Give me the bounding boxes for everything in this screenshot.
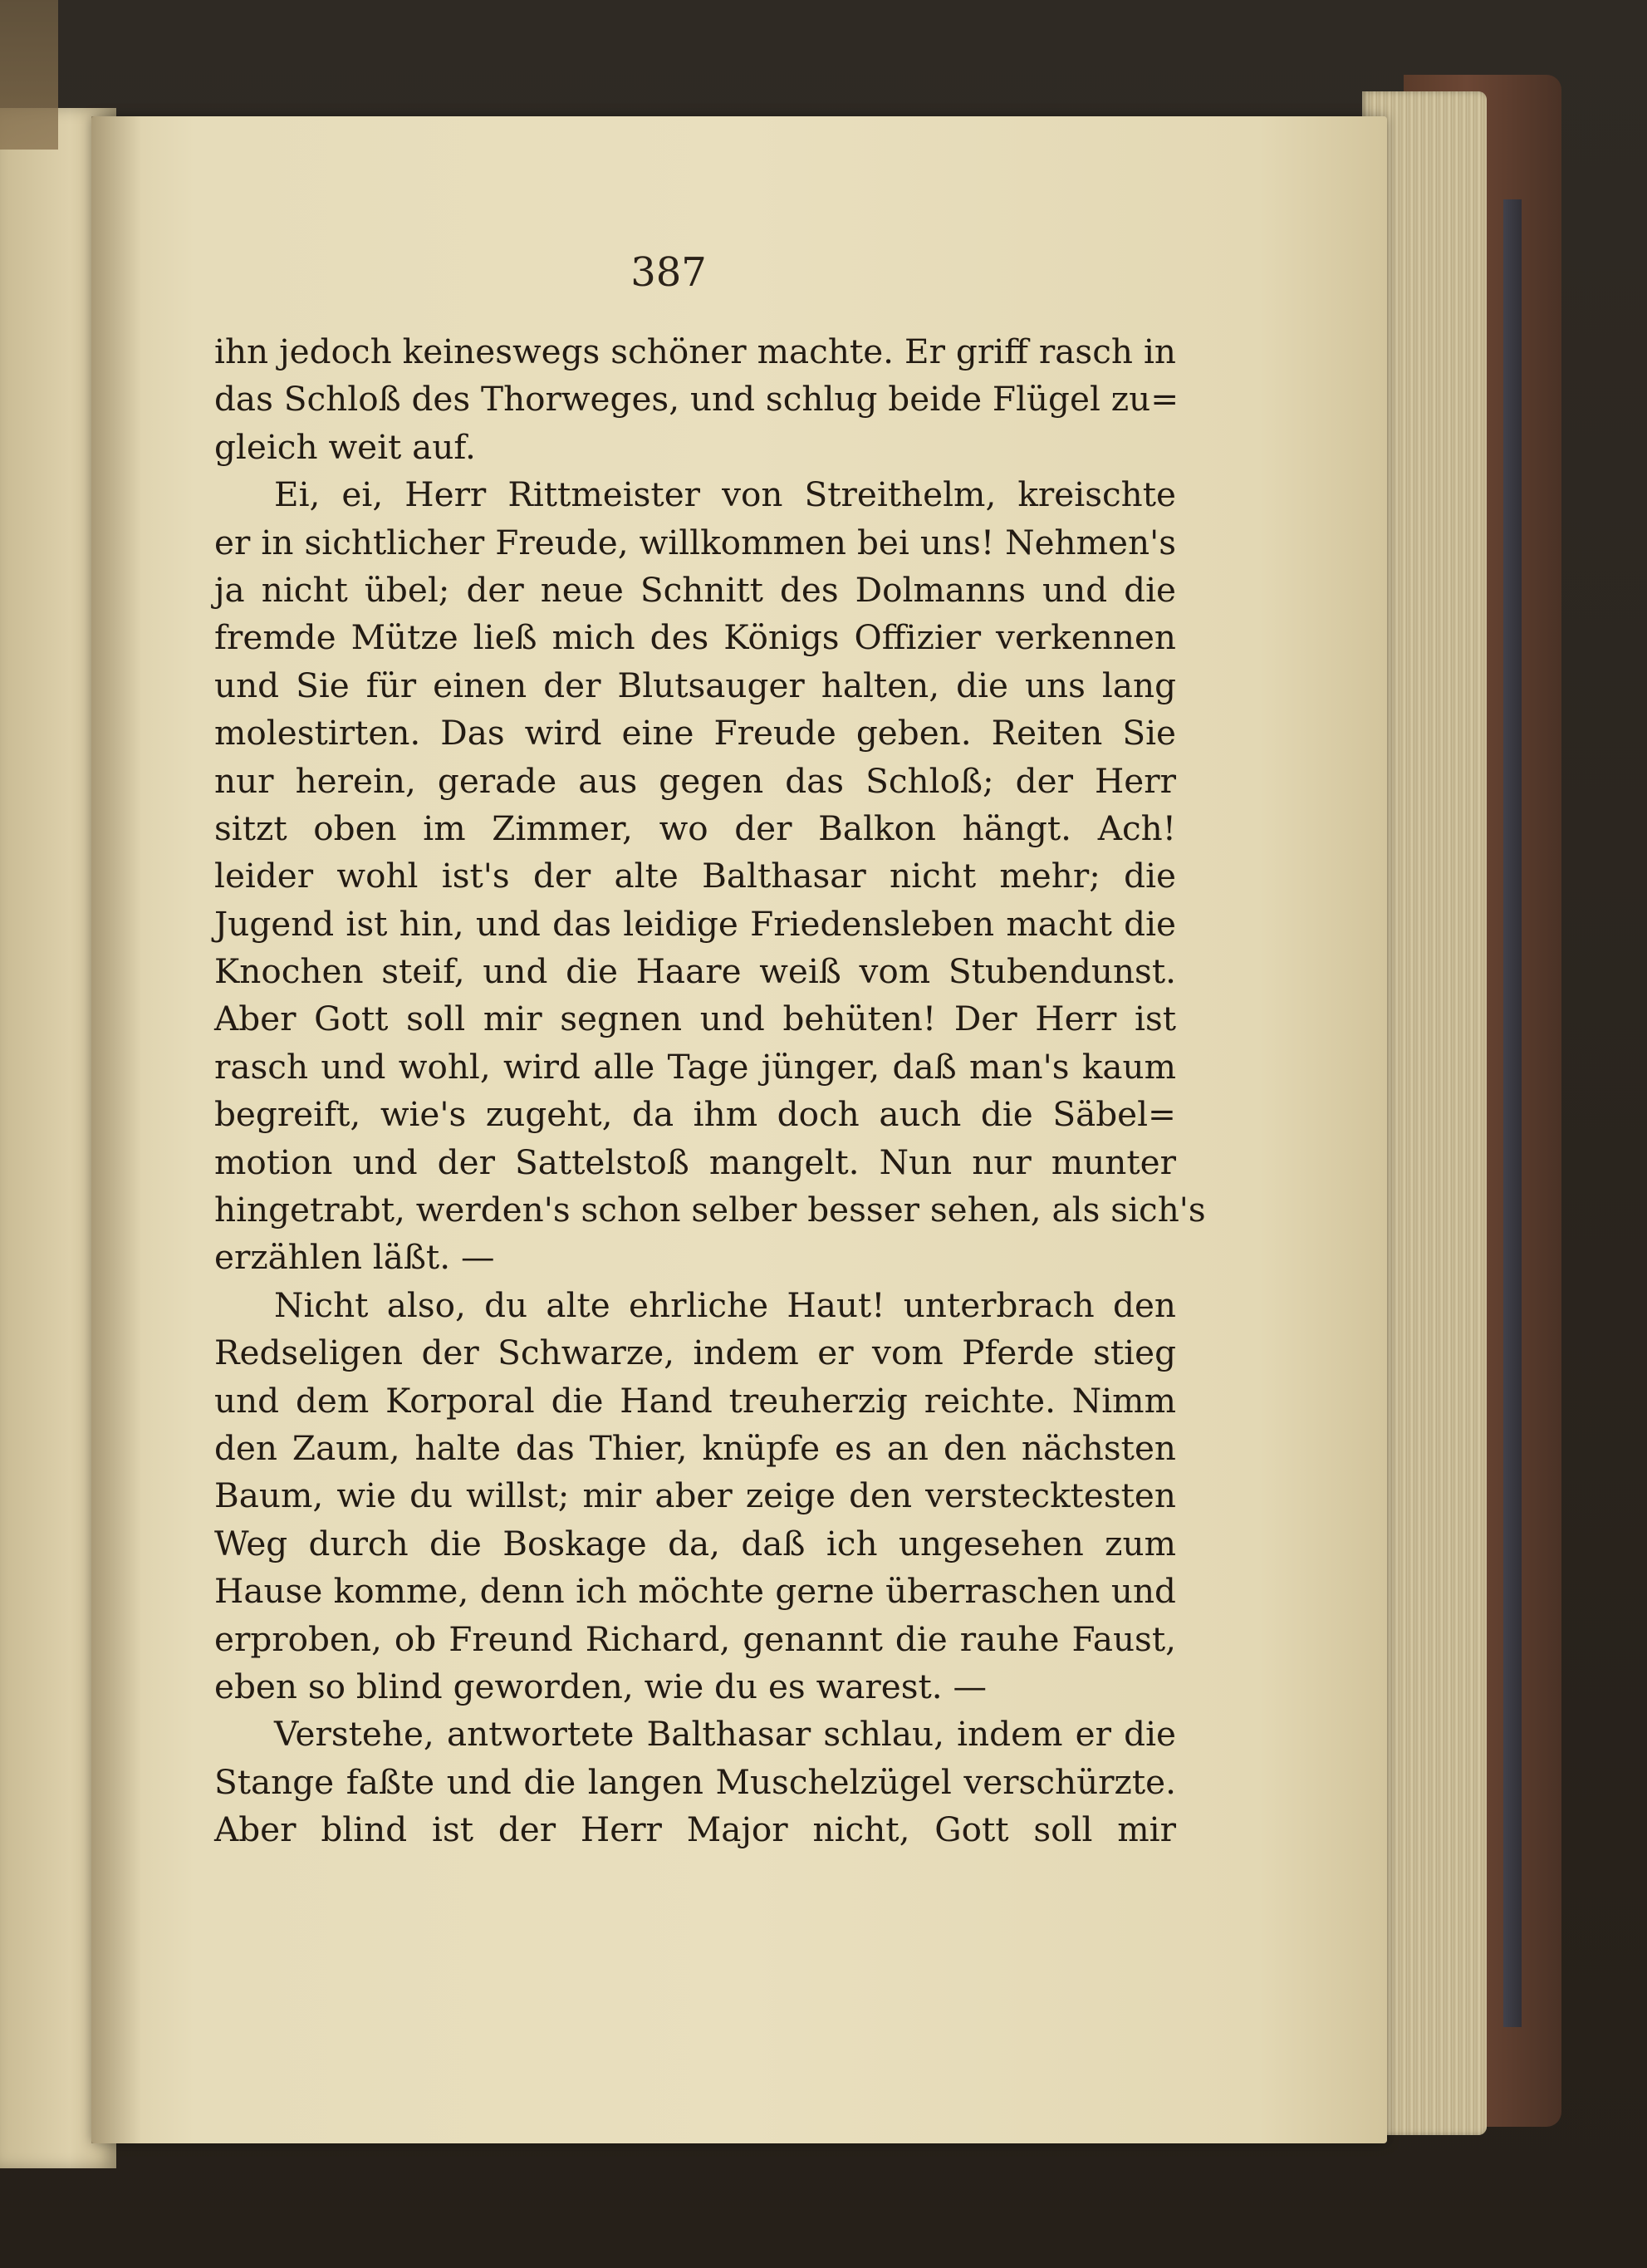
text-line: erzählen läßt. — bbox=[214, 1237, 495, 1278]
text-line: Baum, wie du willst; mir aber zeige den verstecktesten bbox=[214, 1475, 1176, 1516]
binding-thread bbox=[0, 0, 58, 150]
text-line: ihn jedoch keineswegs schöner machte. Er griff rasch in bbox=[214, 331, 1176, 371]
text-line: Hause komme, denn ich möchte gerne überraschen und bbox=[214, 1571, 1176, 1612]
text-line: Ei, ei, Herr Rittmeister von Streithelm, kreischte bbox=[274, 474, 1176, 515]
text-line: Stange faßte und die langen Muschelzügel verschürzte. bbox=[214, 1761, 1176, 1802]
text-line: den Zaum, halte das Thier, knüpfe es an den nächsten bbox=[214, 1427, 1176, 1468]
text-line: Verstehe, antwortete Balthasar schlau, indem er die bbox=[274, 1714, 1176, 1755]
text-line: Redseligen der Schwarze, indem er vom Pferde stieg bbox=[214, 1333, 1176, 1373]
text-line: das Schloß des Thorweges, und schlug beide Flügel zu= bbox=[214, 379, 1179, 420]
text-line: ja nicht übel; der neue Schnitt des Dolmanns und die bbox=[214, 569, 1176, 610]
text-line: fremde Mütze ließ mich des Königs Offizier verkennen bbox=[214, 617, 1176, 658]
text-line: Knochen steif, und die Haare weiß vom Stubendunst. bbox=[214, 951, 1176, 992]
text-line: Jugend ist hin, und das leidige Friedensleben macht die bbox=[214, 903, 1176, 944]
text-line: nur herein, gerade aus gegen das Schloß; der Herr bbox=[214, 760, 1176, 801]
text-line: eben so blind geworden, wie du es warest. — bbox=[214, 1666, 988, 1706]
text-line: molestirten. Das wird eine Freude geben. Reiten Sie bbox=[214, 713, 1176, 754]
text-line: er in sichtlicher Freude, willkommen bei uns! Nehmen's bbox=[214, 522, 1176, 562]
text-line: erproben, ob Freund Richard, genannt die rauhe Faust, bbox=[214, 1618, 1176, 1659]
text-line: sitzt oben im Zimmer, wo der Balkon hängt. Ach! bbox=[214, 808, 1176, 848]
page-number: 387 bbox=[630, 249, 707, 296]
text-line: rasch und wohl, wird alle Tage jünger, daß man's kaum bbox=[214, 1046, 1176, 1087]
cover-edge bbox=[1503, 199, 1522, 2027]
text-line: gleich weit auf. bbox=[214, 426, 476, 467]
text-line: Aber blind ist der Herr Major nicht, Gott soll mir bbox=[214, 1809, 1176, 1850]
text-line: Weg durch die Boskage da, daß ich ungesehen zum bbox=[214, 1523, 1176, 1564]
text-line: hingetrabt, werden's schon selber besser sehen, als sich's bbox=[214, 1190, 1206, 1230]
text-line: und dem Korporal die Hand treuherzig reichte. Nimm bbox=[214, 1380, 1176, 1421]
text-line: leider wohl ist's der alte Balthasar nicht mehr; die bbox=[214, 856, 1176, 896]
body-text bbox=[214, 328, 1206, 1854]
text-line: und Sie für einen der Blutsauger halten, die uns lang bbox=[214, 665, 1176, 705]
text-line: Aber Gott soll mir segnen und behüten! Der Herr ist bbox=[214, 999, 1176, 1039]
text-line: Nicht also, du alte ehrliche Haut! unterbrach den bbox=[274, 1284, 1176, 1325]
text-line: motion und der Sattelstoß mangelt. Nun nur munter bbox=[214, 1141, 1176, 1182]
text-line: begreift, wie's zugeht, da ihm doch auch die Säbel= bbox=[214, 1094, 1176, 1135]
